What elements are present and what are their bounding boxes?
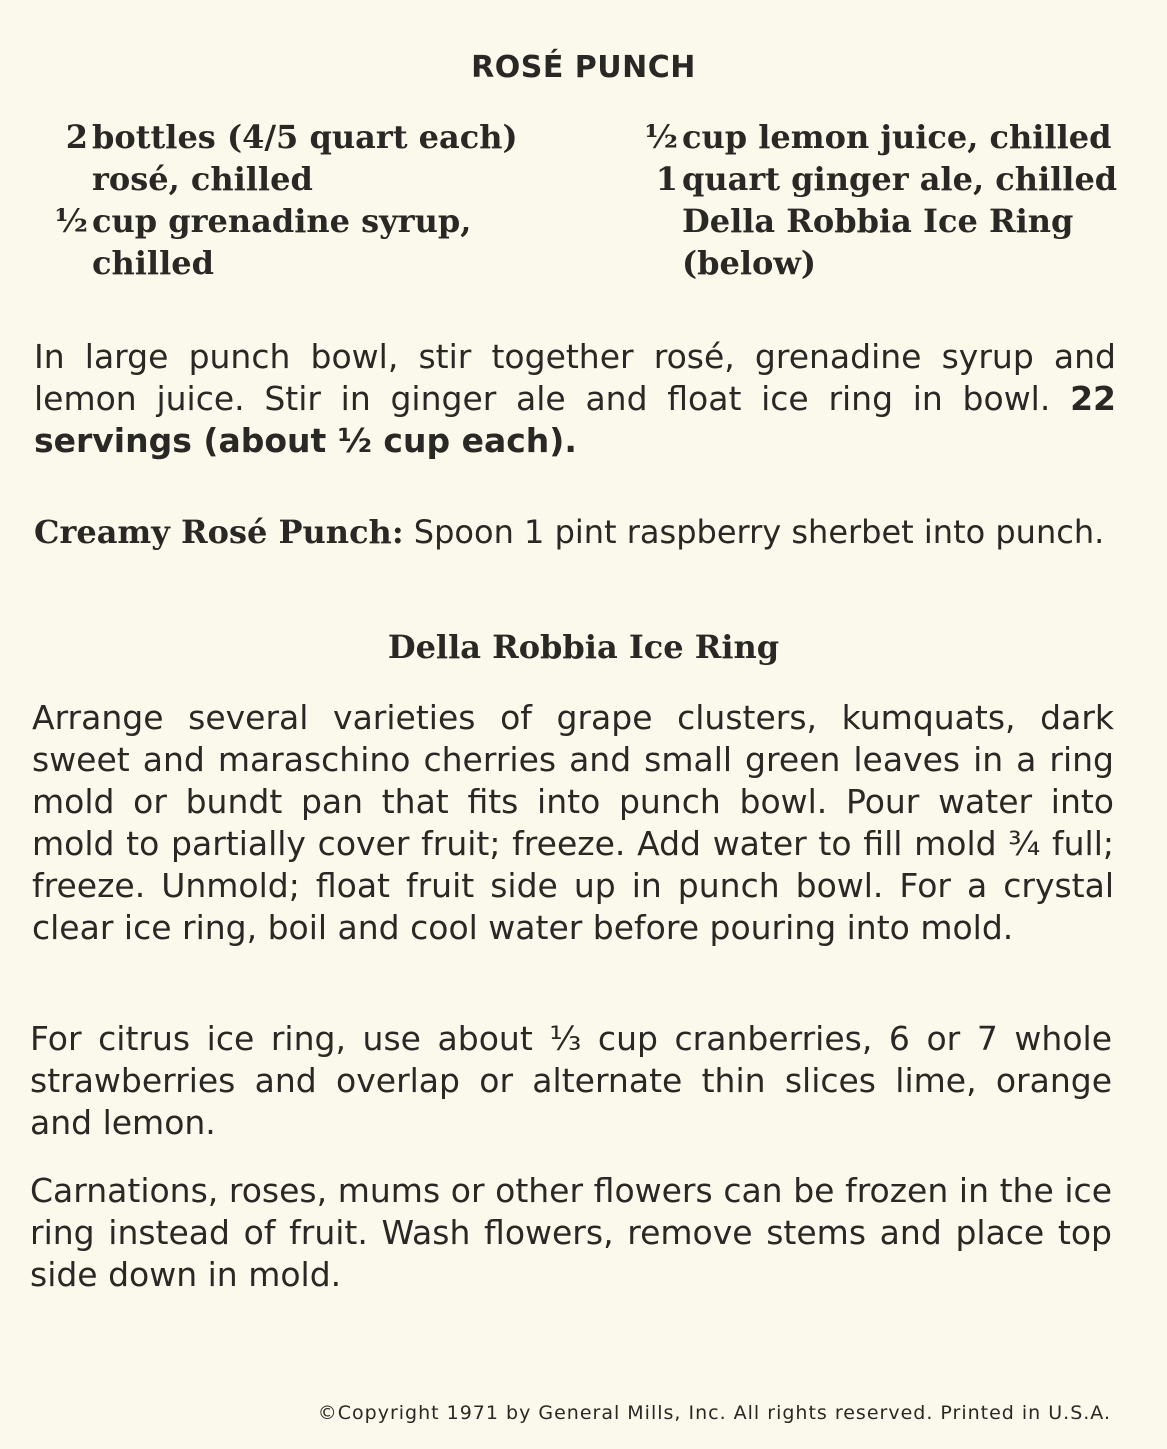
ingredient-column-left xyxy=(40,116,540,284)
ingredient-quantity: 1 xyxy=(655,160,678,198)
ingredient-item xyxy=(40,200,540,284)
ingredient-text: cup lemon juice, chilled xyxy=(682,118,1112,156)
ice-ring-paragraph: For citrus ice ring, use about ⅓ cup cranberries, 6 or 7 whole strawberries and overlap or alternate thin slices lime, orange and lemon. xyxy=(30,1019,1112,1142)
variation-paragraph xyxy=(34,511,1116,553)
ingredient-item xyxy=(630,158,1120,200)
variation-text: Spoon 1 pint raspberry sherbet into punch. xyxy=(403,513,1105,551)
ingredient-item xyxy=(630,116,1120,158)
ingredient-quantity: 2 xyxy=(65,118,88,156)
ingredient-quantity xyxy=(630,200,682,284)
ingredient-item xyxy=(630,200,1120,284)
ice-ring-paragraph: Arrange several varieties of grape clusters, kumquats, dark sweet and maraschino cherries and small green leaves in a ring mold or bundt pan that fits into punch bowl. Pour water into mold to partially cover fruit; freeze. Add water to fill mold ¾ full; freeze. Unmold; float fruit side up in punch bowl. For a crystal clear ice ring, boil and cool water before pouring into mold. xyxy=(32,698,1114,947)
ingredient-text: quart ginger ale, chilled xyxy=(682,160,1118,198)
method-text: In large punch bowl, stir together rosé, grenadine syrup and lemon juice. Stir in ginger ale and float ice ring in bowl. xyxy=(34,337,1116,418)
variation-label: Creamy Rosé Punch: xyxy=(34,513,404,551)
ingredient-text: Della Robbia Ice Ring (below) xyxy=(682,202,1074,282)
ingredient-list xyxy=(40,116,1120,284)
ingredient-column-right xyxy=(630,116,1120,284)
method-paragraph xyxy=(34,336,1116,462)
copyright-notice: ©Copyright 1971 by General Mills, Inc. All rights reserved. Printed in U.S.A. xyxy=(317,1402,1111,1424)
ingredient-text: bottles (4/5 quart each) rosé, chilled xyxy=(92,118,518,198)
ingredient-quantity: ½ xyxy=(644,118,678,156)
ingredient-text: cup grenadine syrup, chilled xyxy=(92,202,472,282)
ingredient-quantity: ½ xyxy=(54,202,88,240)
section-subtitle: Della Robbia Ice Ring xyxy=(387,628,780,666)
ingredient-item xyxy=(40,116,540,200)
yield-text: 22 servings (about ½ cup each). xyxy=(34,379,1116,460)
recipe-title: ROSÉ PUNCH xyxy=(471,50,696,85)
ice-ring-paragraph: Carnations, roses, mums or other flowers can be frozen in the ice ring instead of fruit. Wash flowers, remove stems and place top side down in mold. xyxy=(30,1171,1112,1294)
